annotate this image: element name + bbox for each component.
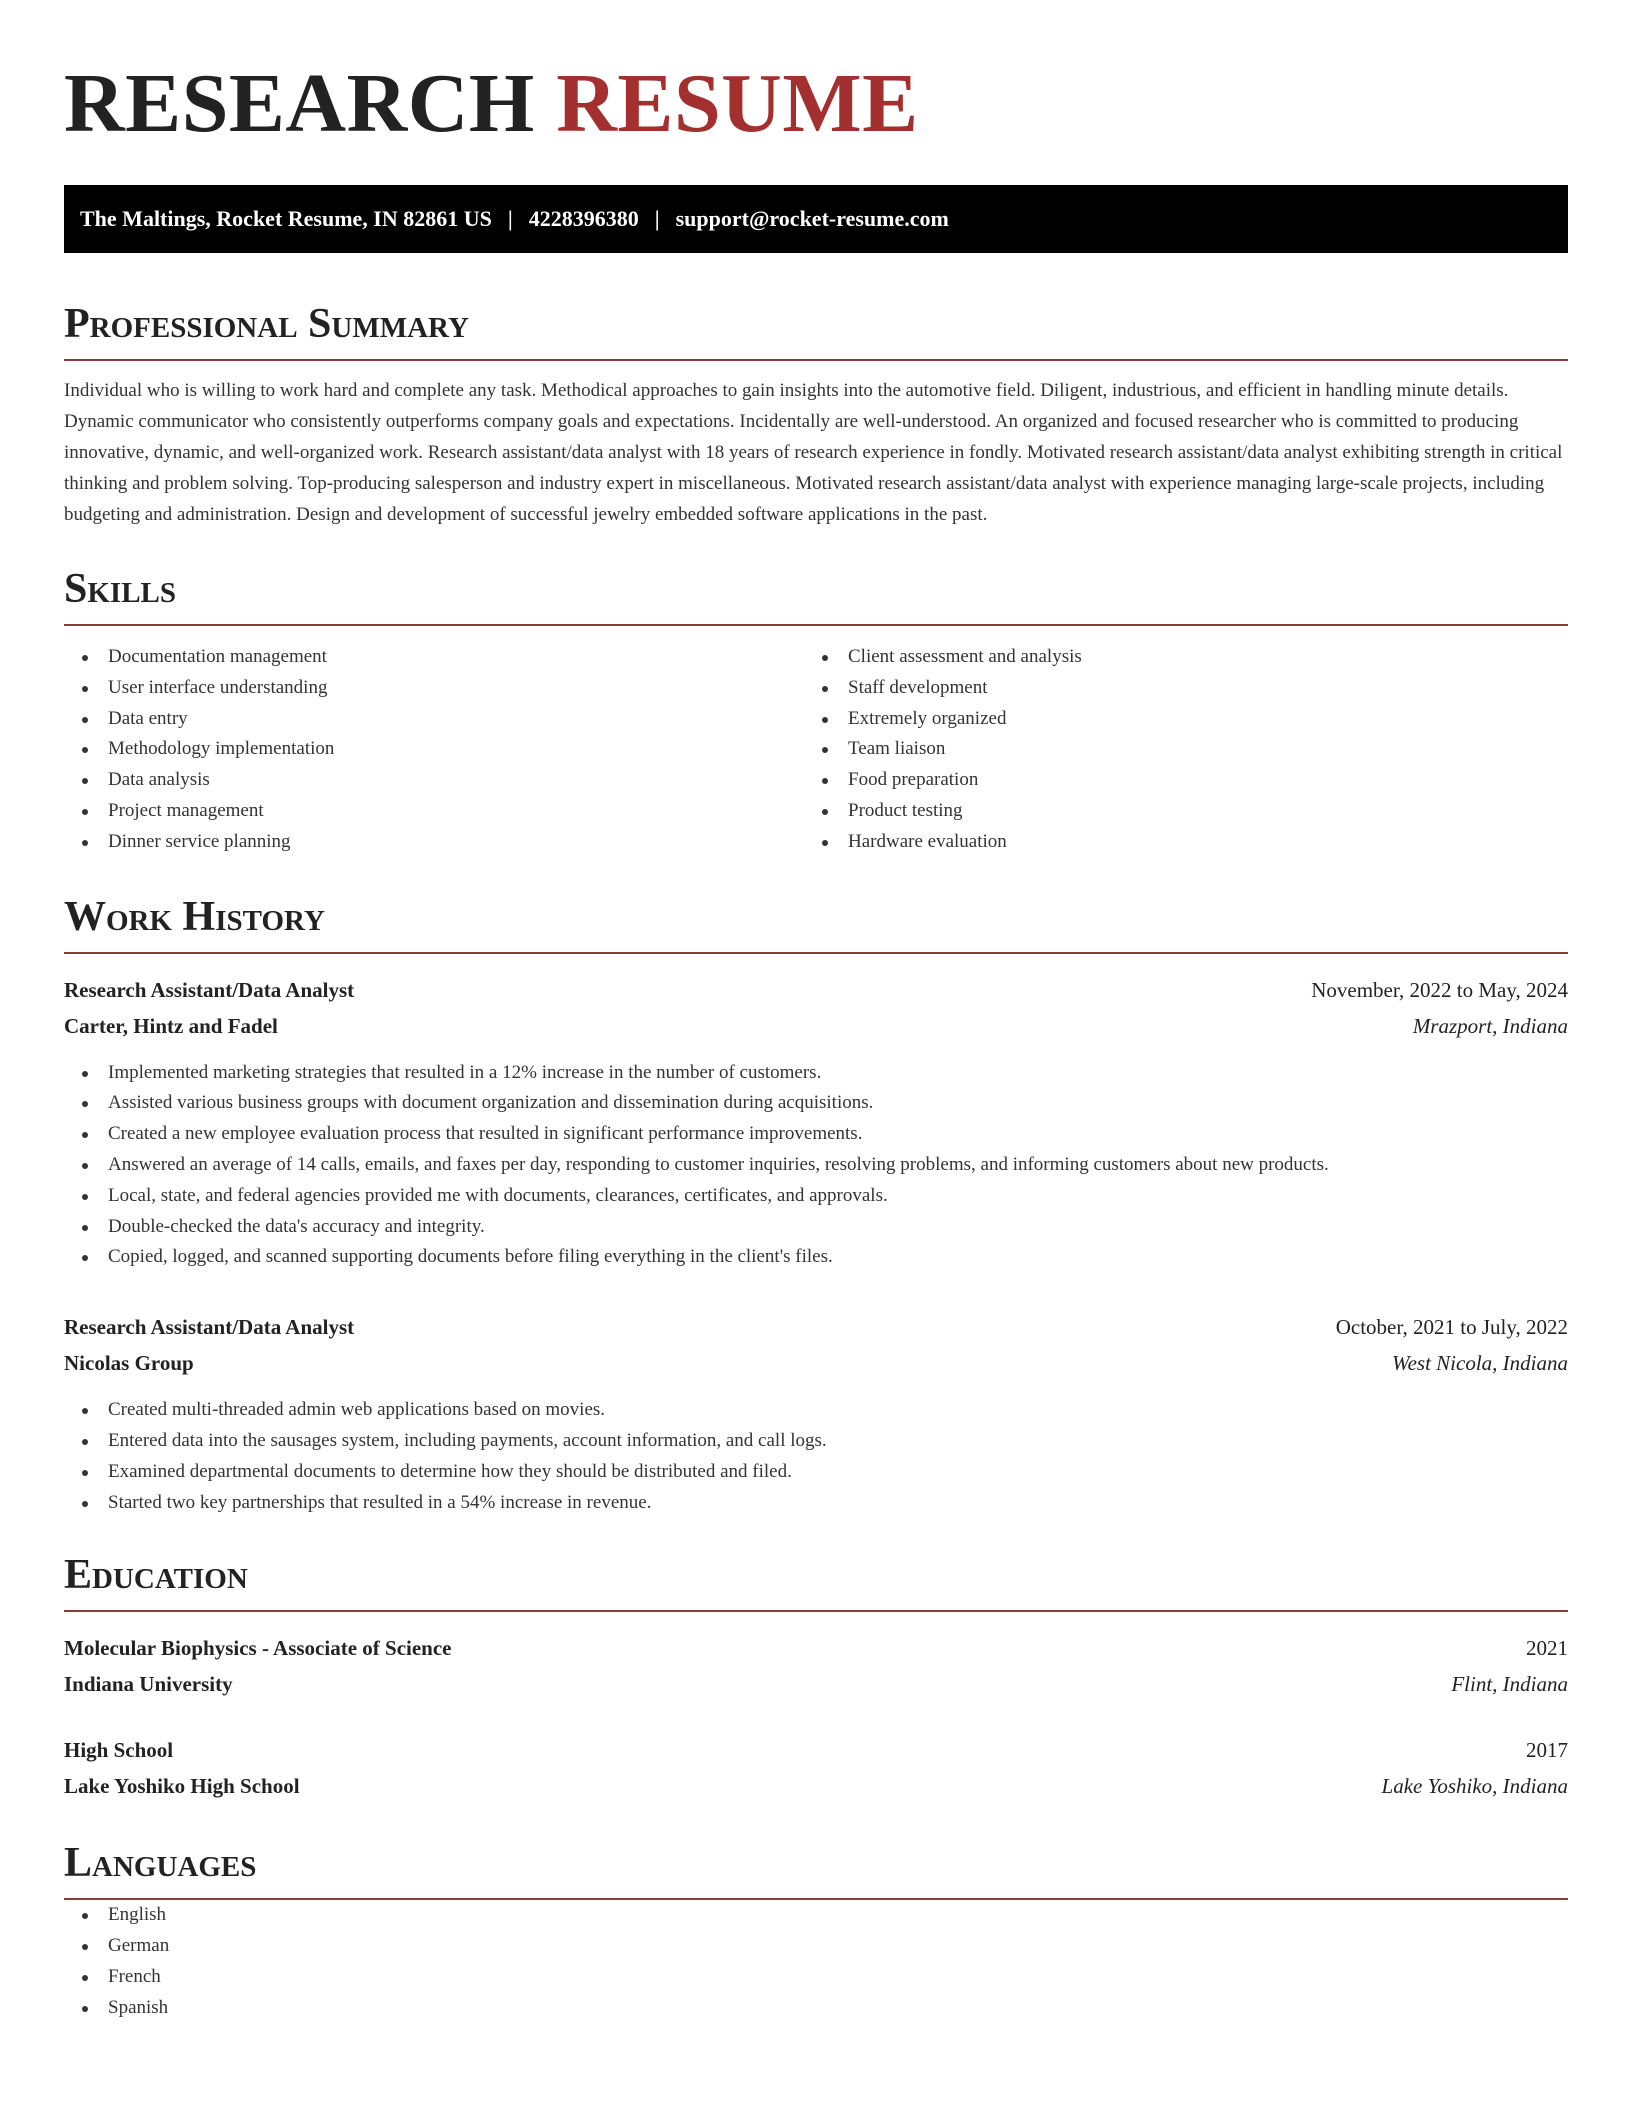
job-location: West Nicola, Indiana	[1392, 1351, 1568, 1376]
job-bullet: Created multi-threaded admin web applications based on movies.	[64, 1395, 1568, 1426]
job-location: Mrazport, Indiana	[1412, 1013, 1568, 1038]
job-entry	[64, 1309, 1568, 1518]
education-header-row	[64, 1630, 1568, 1666]
resume-title	[64, 57, 1568, 157]
job-header-row	[64, 1309, 1568, 1345]
contact-address: The Maltings, Rocket Resume, IN 82861 US	[80, 206, 492, 231]
skill-item: Hardware evaluation	[804, 827, 1544, 858]
languages-heading: Languages	[64, 1842, 1568, 1900]
job-title: Research Assistant/Data Analyst	[64, 977, 355, 1002]
job-dates: October, 2021 to July, 2022	[1335, 1315, 1568, 1340]
title-accent: RESUME	[556, 57, 919, 150]
skill-item: Project management	[64, 796, 804, 827]
job-company-row	[64, 1345, 1568, 1381]
skills-column-right	[804, 642, 1544, 858]
job-company: Nicolas Group	[64, 1351, 194, 1376]
job-company-row	[64, 1008, 1568, 1044]
education-degree: High School	[64, 1738, 174, 1763]
skills-grid	[64, 642, 1568, 858]
education-school-row	[64, 1666, 1568, 1702]
skills-list-left	[64, 642, 804, 858]
contact-separator: |	[654, 206, 660, 231]
job-bullet: Created a new employee evaluation process that resulted in significant performance improvements.	[64, 1119, 1568, 1150]
skill-item: Team liaison	[804, 734, 1544, 765]
skill-item: Dinner service planning	[64, 827, 804, 858]
education-school-row	[64, 1768, 1568, 1804]
contact-phone: 4228396380	[528, 206, 639, 231]
job-header-row	[64, 972, 1568, 1008]
education-entry	[64, 1630, 1568, 1702]
job-bullets	[64, 1058, 1568, 1274]
job-bullets	[64, 1395, 1568, 1518]
job-bullet: Implemented marketing strategies that resulted in a 12% increase in the number of customers.	[64, 1058, 1568, 1089]
language-item: Spanish	[64, 1993, 1568, 2024]
skills-list-right	[804, 642, 1544, 858]
education-location: Lake Yoshiko, Indiana	[1381, 1774, 1568, 1799]
skill-item: Client assessment and analysis	[804, 642, 1544, 673]
skill-item: Staff development	[804, 673, 1544, 704]
skills-heading: Skills	[64, 568, 1568, 626]
education-heading: Education	[64, 1554, 1568, 1612]
summary-text: Individual who is willing to work hard and complete any task. Methodical approaches to gain insights into the automotive field. Diligent, industrious, and efficient in handling minute details. Dynamic communicator who consistently outperforms company goals and expectations. Incidentally are well-understood. An organized and focused researcher who is committed to producing innovative, dynamic, and well-organized work. Research assistant/data analyst with 18 years of research experience in fondly. Motivated research assistant/data analyst exhibiting strength in critical thinking and problem solving. Top-producing salesperson and industry expert in miscellaneous. Motivated research assistant/data analyst with experience managing large-scale projects, including budgeting and administration. Design and development of successful jewelry embedded software applications in the past.	[64, 380, 1563, 525]
job-bullet: Local, state, and federal agencies provided me with documents, clearances, certificates, and approvals.	[64, 1181, 1568, 1212]
skill-item: Food preparation	[804, 765, 1544, 796]
education-header-row	[64, 1732, 1568, 1768]
education-location: Flint, Indiana	[1451, 1672, 1568, 1697]
skill-item: User interface understanding	[64, 673, 804, 704]
work-history-heading: Work History	[64, 896, 1568, 954]
skill-item: Data analysis	[64, 765, 804, 796]
education-year: 2017	[1526, 1738, 1568, 1763]
contact-email: support@rocket-resume.com	[675, 206, 949, 231]
job-bullet: Double-checked the data's accuracy and integrity.	[64, 1212, 1568, 1243]
job-bullet: Assisted various business groups with document organization and dissemination during acquisitions.	[64, 1088, 1568, 1119]
job-entry	[64, 972, 1568, 1274]
language-item: German	[64, 1931, 1568, 1962]
job-company: Carter, Hintz and Fadel	[64, 1013, 278, 1038]
skills-column-left	[64, 642, 804, 858]
languages-list	[64, 1900, 1568, 2023]
education-entry	[64, 1732, 1568, 1804]
contact-separator: |	[507, 206, 513, 231]
contact-bar	[64, 185, 1568, 253]
job-title: Research Assistant/Data Analyst	[64, 1315, 355, 1340]
education-year: 2021	[1526, 1636, 1568, 1661]
skill-item: Documentation management	[64, 642, 804, 673]
skill-item: Product testing	[804, 796, 1544, 827]
language-item: English	[64, 1900, 1568, 1931]
education-degree: Molecular Biophysics - Associate of Science	[64, 1636, 452, 1661]
job-dates: November, 2022 to May, 2024	[1311, 977, 1568, 1002]
job-bullet: Started two key partnerships that resulted in a 54% increase in revenue.	[64, 1488, 1568, 1519]
job-bullet: Examined departmental documents to determine how they should be distributed and filed.	[64, 1457, 1568, 1488]
skill-item: Extremely organized	[804, 704, 1544, 735]
skill-item: Methodology implementation	[64, 734, 804, 765]
title-main: RESEARCH	[64, 57, 535, 150]
summary-heading: Professional Summary	[64, 303, 1568, 361]
job-bullet: Answered an average of 14 calls, emails, and faxes per day, responding to customer inquiries, resolving problems, and informing customers about new products.	[64, 1150, 1568, 1181]
language-item: French	[64, 1962, 1568, 1993]
job-bullet: Copied, logged, and scanned supporting documents before filing everything in the client's files.	[64, 1242, 1568, 1273]
education-school: Indiana University	[64, 1672, 233, 1697]
job-bullet: Entered data into the sausages system, including payments, account information, and call logs.	[64, 1426, 1568, 1457]
education-school: Lake Yoshiko High School	[64, 1774, 300, 1799]
skill-item: Data entry	[64, 704, 804, 735]
